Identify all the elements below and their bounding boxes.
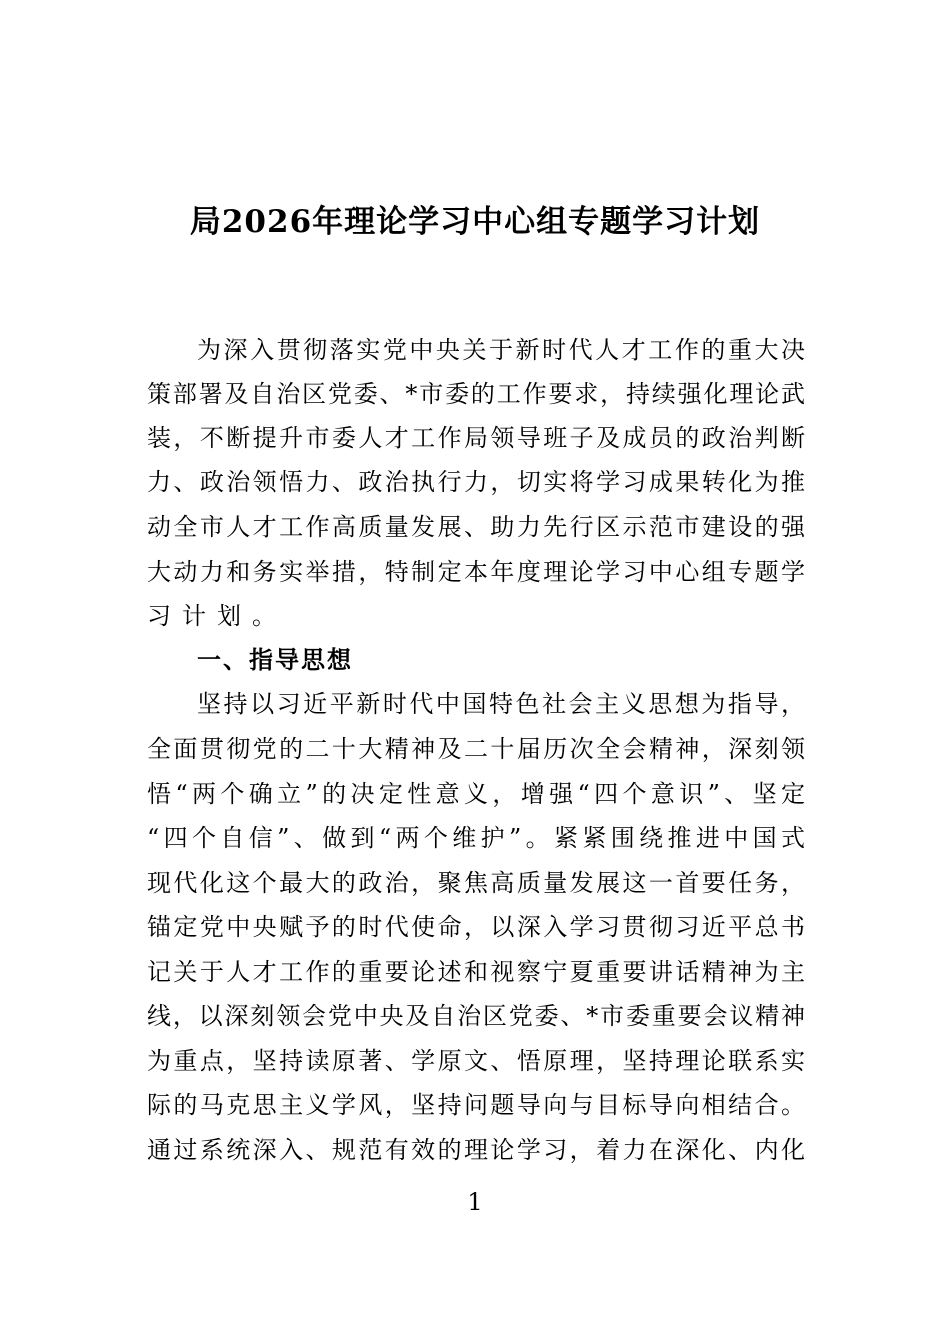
paragraph-line: 记关于人才工作的重要论述和视察宁夏重要讲话精神为主 — [147, 958, 805, 986]
paragraph-line: 策部署及自治区党委、*市委的工作要求，持续强化理论武 — [147, 380, 805, 408]
paragraph-line: 线，以深刻领会党中央及自治区党委、*市委重要会议精神 — [147, 1002, 805, 1030]
paragraph-line: “四个自信”、做到“两个维护”。紧紧围绕推进中国式 — [147, 824, 805, 852]
paragraph-line: 悟“两个确立”的决定性意义，增强“四个意识”、坚定 — [147, 780, 805, 808]
paragraph-line: 大动力和务实举措，特制定本年度理论学习中心组专题学 — [147, 558, 805, 586]
paragraph-line: 际的马克思主义学风，坚持问题导向与目标导向相结合。 — [147, 1091, 805, 1119]
paragraph-line: 为深入贯彻落实党中央关于新时代人才工作的重大决 — [197, 336, 805, 364]
paragraph-line: 为重点，坚持读原著、学原文、悟原理，坚持理论联系实 — [147, 1047, 805, 1075]
paragraph-line: 全面贯彻党的二十大精神及二十届历次全会精神，深刻领 — [147, 735, 805, 763]
paragraph-line: 装，不断提升市委人才工作局领导班子及成员的政治判断 — [147, 424, 805, 452]
paragraph-line: 通过系统深入、规范有效的理论学习，着力在深化、内化 — [147, 1136, 805, 1164]
document-title: 局2026年理论学习中心组专题学习计划 — [189, 204, 761, 240]
section-heading: 一、指导思想 — [197, 645, 353, 674]
paragraph-line: 坚持以习近平新时代中国特色社会主义思想为指导， — [197, 690, 805, 718]
paragraph-line: 现代化这个最大的政治，聚焦高质量发展这一首要任务， — [147, 869, 805, 897]
page-number: 1 — [467, 1188, 483, 1216]
paragraph-line: 动全市人才工作高质量发展、助力先行区示范市建设的强 — [147, 513, 805, 541]
paragraph-line: 力、政治领悟力、政治执行力，切实将学习成果转化为推 — [147, 468, 805, 496]
paragraph-line: 习计划。 — [147, 602, 287, 630]
paragraph-line: 锚定党中央赋予的时代使命，以深入学习贯彻习近平总书 — [147, 913, 805, 941]
